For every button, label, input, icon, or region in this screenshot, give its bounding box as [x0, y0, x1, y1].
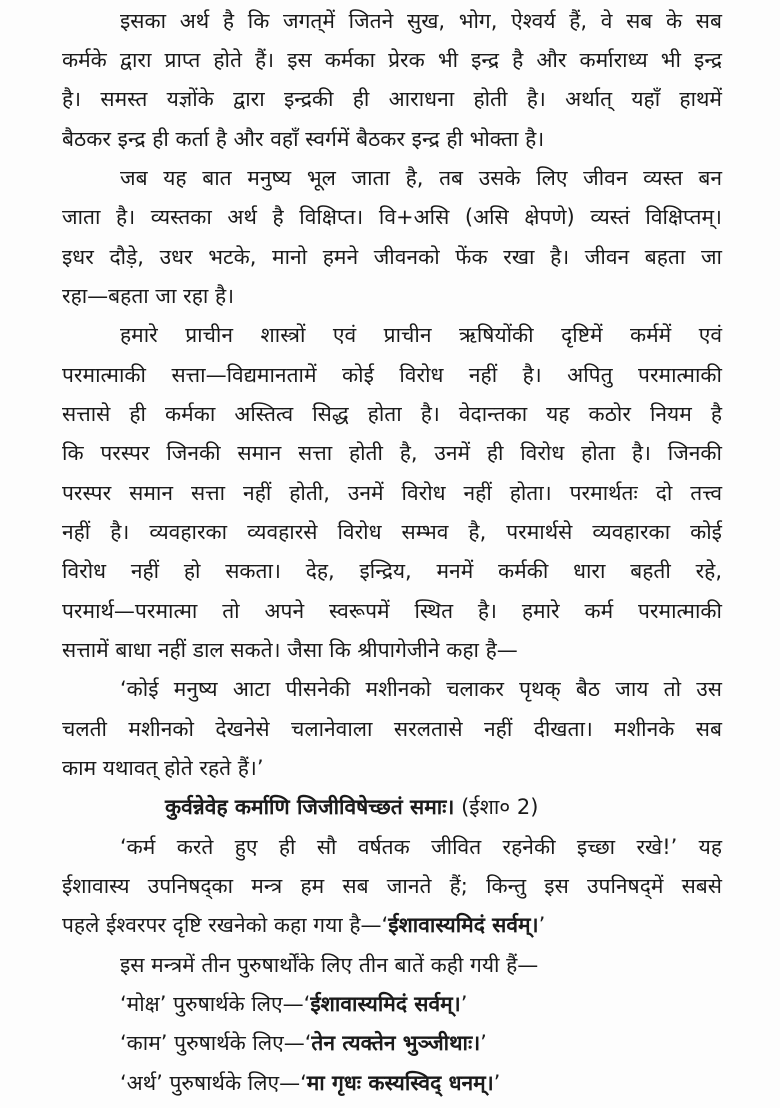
text-line: इस मन्त्रमें तीन पुरुषार्थोंके लिए तीन बातें कही गयी हैं—: [120, 953, 539, 977]
text-span: ‘अर्थ’ पुरुषार्थके लिए—‘: [120, 1071, 307, 1095]
text-line: इसका अर्थ है कि जगत्‌में जितने सुख, भोग, ऐश्वर्य हैं, वे सब के सब: [120, 9, 722, 33]
text-span: ‘काम’ पुरुषार्थके लिए—‘: [120, 1031, 312, 1055]
purushartha-line-kama: [120, 1024, 722, 1063]
text-span: ’: [460, 992, 468, 1016]
text-line: इधर दौड़े, उधर भटके, मानो हमने जीवनको फेंक रखा है। जीवन बहता जा: [62, 245, 722, 269]
text-line: सत्तासे ही कर्मका अस्तित्व सिद्ध होता है। वेदान्तका यह कठोर नियम है: [62, 402, 722, 426]
mantra-bold: तेन त्यक्तेन भुञ्जीथाः।: [311, 1031, 481, 1055]
text-line: परस्पर समान सत्ता नहीं होती, उनमें विरोध नहीं होता। परमार्थतः दो तत्त्व: [62, 481, 722, 505]
text-line: परमार्थ—परमात्मा तो अपने स्वरूपमें स्थित है। हमारे कर्म परमात्माकी: [62, 599, 722, 623]
text-line: जाता है। व्यस्तका अर्थ है विक्षिप्त। वि+असि (असि क्षेपणे) व्यस्तं विक्षिप्तम्।: [62, 205, 722, 229]
text-line: [62, 906, 722, 945]
text-line: बैठकर इन्द्र ही कर्ता है और वहाँ स्वर्गमें बैठकर इन्द्र ही भोक्ता है।: [62, 127, 545, 151]
text-line: है। समस्त यज्ञोंके द्वारा इन्द्रकी ही आराधना होती है। अर्थात् यहाँ हाथमें: [62, 87, 722, 111]
text-line: कर्मके द्वारा प्राप्त होते हैं। इस कर्मका प्रेरक भी इन्द्र है और कर्माराध्य भी इन्द्र: [62, 48, 722, 72]
text-span: ‘मोक्ष’ पुरुषार्थके लिए—‘: [120, 992, 311, 1016]
text-span: ’: [480, 1031, 487, 1055]
text-span: पहले ईश्वरपर दृष्टि रखनेको कहा गया है—‘: [62, 913, 389, 937]
mantra-bold: ईशावास्यमिदं सर्वम्।: [388, 913, 539, 937]
text-line: विरोध नहीं हो सकता। देह, इन्द्रिय, मनमें कर्मकी धारा बहती रहे,: [62, 559, 722, 583]
verse-text: कुर्वन्नेवेह कर्माणि जिजीविषेच्छतं समाः।: [165, 795, 455, 819]
verse-line: [165, 788, 665, 827]
purushartha-line-artha: [120, 1064, 722, 1103]
text-line: सत्तामें बाधा नहीं डाल सकते। जैसा कि श्रीपागेजीने कहा है—: [62, 638, 518, 662]
quote-line: ‘कोई मनुष्य आटा पीसनेकी मशीनको चलाकर पृथक् बैठ जाय तो उस: [120, 677, 722, 701]
text-line: जब यह बात मनुष्य भूल जाता है, तब उसके लिए जीवन व्यस्त बन: [120, 166, 722, 190]
quote-line: चलती मशीनको देखनेसे चलानेवाला सरलतासे नहीं दीखता। मशीनके सब: [62, 717, 722, 741]
purushartha-line-moksha: [120, 985, 722, 1024]
mantra-bold: ईशावास्यमिदं सर्वम्।: [310, 992, 461, 1016]
text-line: कि परस्पर जिनकी समान सत्ता होती है, उनमें ही विरोध होता है। जिनकी: [62, 441, 722, 465]
text-line: नहीं है। व्यवहारका व्यवहारसे विरोध सम्भव है, परमार्थसे व्यवहारका कोई: [62, 520, 722, 544]
verse-reference: (ईशा० 2): [454, 795, 539, 819]
quote-line: काम यथावत् होते रहते हैं।’: [62, 756, 264, 780]
text-line: परमात्माकी सत्ता—विद्यमानतामें कोई विरोध नहीं है। अपितु परमात्माकी: [62, 363, 722, 387]
text-span: ’: [538, 913, 546, 937]
mantra-bold: मा गृधः कस्यस्विद् धनम्।: [306, 1071, 494, 1095]
text-line: ईशावास्य उपनिषद्‌का मन्त्र हम सब जानते हैं; किन्तु इस उपनिषद्‌में सबसे: [62, 874, 722, 898]
text-span: ’: [493, 1071, 501, 1095]
text-line: हमारे प्राचीन शास्त्रों एवं प्राचीन ऋषियोंकी दृष्टिमें कर्ममें एवं: [120, 323, 722, 347]
text-line: रहा—बहता जा रहा है।: [62, 284, 235, 308]
text-line: ‘कर्म करते हुए ही सौ वर्षतक जीवित रहनेकी इच्छा रखे!’ यह: [120, 835, 722, 859]
